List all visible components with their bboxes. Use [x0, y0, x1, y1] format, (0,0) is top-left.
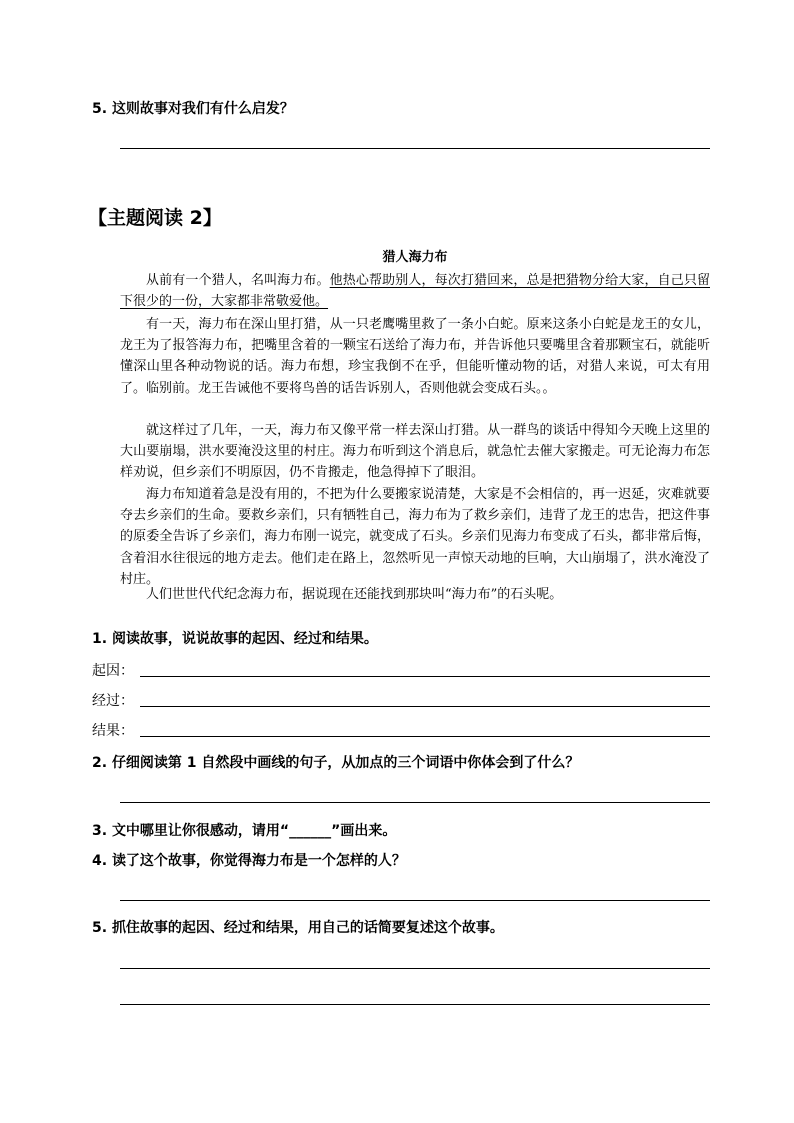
- story-paragraph-1: [120, 270, 710, 312]
- question-number: 2.: [92, 755, 108, 771]
- question-text: 仔细阅读第 1 自然段中画线的句子，从加点的三个词语中你体会到了什么？: [111, 755, 580, 771]
- question-number: 5.: [92, 101, 108, 117]
- cause-label: 起因：: [92, 663, 134, 679]
- story-paragraph-4: 海力布知道着急是没有用的，不把为什么要搬家说清楚，大家是不会相信的，再一迟延，灾难就要夺去乡亲们的生命。要救乡亲们，只有牺牲自己，海力布为了救乡亲们，违背了龙王的忠告，把这件事的原委全告诉了乡亲们，海力布刚一说完，就变成了石头。乡亲们见海力布变成了石头，都非常后悔，含着泪水往很远的地方走去。他们走在路上，忽然听见一声惊天动地的巨响，大山崩塌了，洪水淹没了村庄。: [120, 487, 710, 587]
- question-number: 3.: [92, 823, 108, 839]
- process-label: 经过：: [92, 693, 134, 709]
- underlined-sentence: 大家都非常敬爱他。: [211, 294, 329, 310]
- paragraph-text: 从前有一个猎人，名叫海力布。: [146, 273, 330, 288]
- question-1: [92, 628, 378, 648]
- story-paragraph-5: 人们世世代代纪念海力布，据说现在还能找到那块叫“海力布”的石头呢。: [146, 587, 563, 602]
- process-answer-line[interactable]: [140, 706, 710, 707]
- question-text: 阅读故事，说说故事的起因、经过和结果。: [111, 631, 378, 647]
- question-number: 5.: [92, 920, 108, 936]
- cause-answer-line[interactable]: [140, 676, 710, 677]
- q5-answer-line-1[interactable]: [120, 968, 710, 969]
- underlined-sentence: 他热心帮助别人，每次打猎回来，总是把猎物分给大家，自己只留下很少的一份，: [120, 273, 710, 310]
- q5-answer-line-2[interactable]: [120, 1004, 710, 1005]
- top-question-5: [92, 98, 294, 118]
- question-text: 读了这个故事，你觉得海力布是一个怎样的人？: [111, 853, 406, 869]
- story-paragraph-2: 有一天，海力布在深山里打猎，从一只老鹰嘴里救了一条小白蛇。原来这条小白蛇是龙王的女儿，龙王为了报答海力布，把嘴里含着的一颗宝石送给了海力布，并告诉他只要嘴里含着那颗宝石，就能听懂深山里各种动物说的话。海力布想，珍宝我倒不在乎，但能听懂动物的话，对猎人来说，可太有用了。临别前。龙王告诫他不要将鸟兽的话告诉别人，否则他就会变成石头。。: [120, 317, 710, 396]
- answer-line[interactable]: [120, 148, 710, 149]
- question-2: [92, 752, 579, 772]
- question-text: 文中哪里让你很感动，请用“______”画出来。: [111, 823, 397, 839]
- story-title: 猎人海力布: [382, 250, 448, 265]
- question-3: [92, 820, 396, 840]
- story-paragraph-3: 就这样过了几年，一天，海力布又像平常一样去深山打猎。从一群鸟的谈话中得知今天晚上这里的大山要崩塌，洪水要淹没这里的村庄。海力布听到这个消息后，就急忙去催大家搬走。可无论海力布怎样劝说，但乡亲们不明原因，仍不肯搬走，他急得掉下了眼泪。: [120, 423, 710, 481]
- result-label: 结果：: [92, 723, 134, 739]
- question-4: [92, 850, 406, 870]
- question-5: [92, 917, 504, 937]
- question-number: 1.: [92, 631, 108, 647]
- result-answer-line[interactable]: [140, 736, 710, 737]
- q4-answer-line[interactable]: [120, 900, 710, 901]
- question-text: 这则故事对我们有什么启发？: [111, 101, 294, 117]
- question-number: 4.: [92, 853, 108, 869]
- section-title: 【主题阅读 2】: [88, 207, 222, 229]
- q2-answer-line[interactable]: [120, 802, 710, 803]
- question-text: 抓住故事的起因、经过和结果，用自己的话简要复述这个故事。: [111, 920, 504, 936]
